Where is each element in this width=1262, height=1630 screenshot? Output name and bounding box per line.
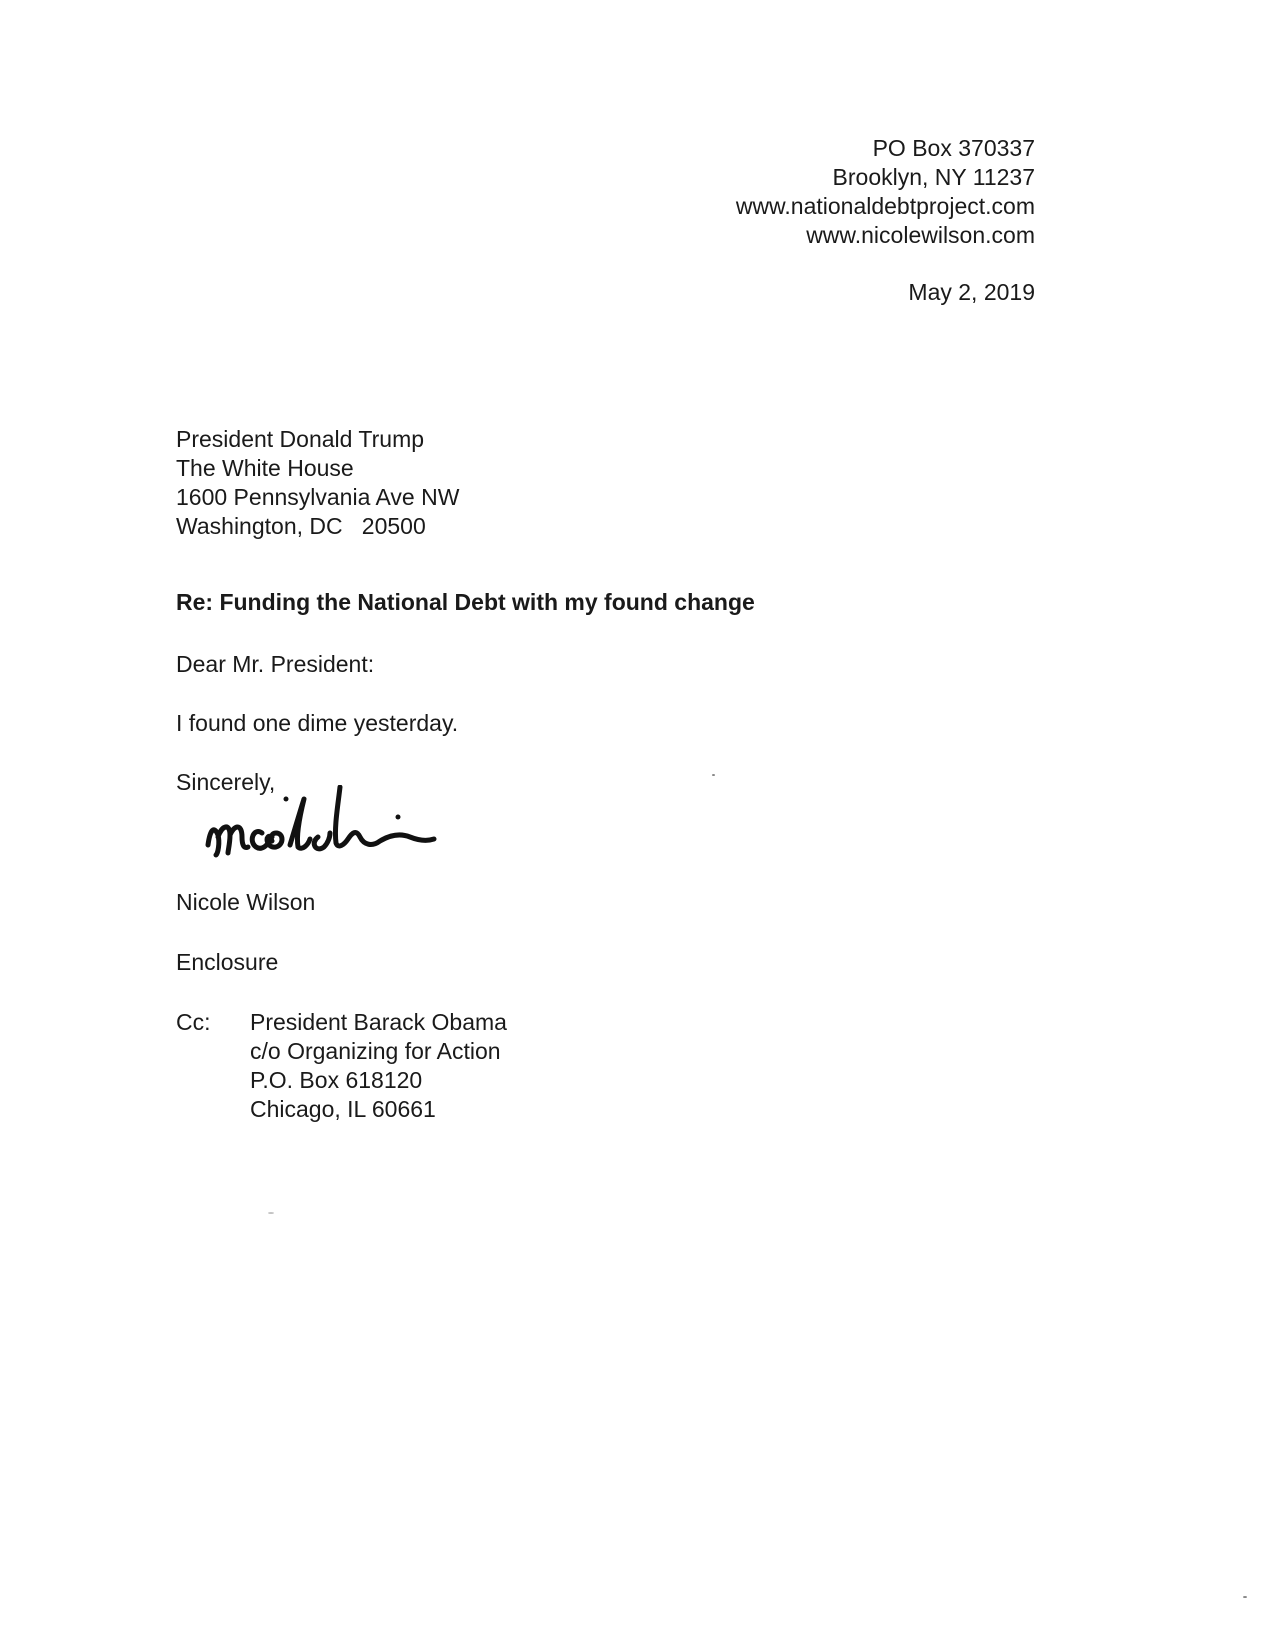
cc-address-block	[250, 1008, 507, 1124]
recipient-address-block	[176, 425, 459, 541]
sender-website-1: www.nationaldebtproject.com	[735, 193, 1035, 219]
sender-po-box: PO Box 370337	[872, 135, 1035, 161]
subject-line: Re: Funding the National Debt with my found change	[176, 589, 755, 615]
sender-website-2: www.nicolewilson.com	[806, 222, 1035, 248]
cc-name: President Barack Obama	[250, 1009, 507, 1035]
recipient-name: President Donald Trump	[176, 426, 425, 452]
scan-speck	[268, 1212, 274, 1214]
scan-speck	[1243, 1596, 1247, 1598]
scan-speck	[712, 774, 715, 776]
cc-po-box: P.O. Box 618120	[250, 1067, 423, 1093]
enclosure-note: Enclosure	[176, 949, 279, 975]
sender-address-block	[535, 134, 1035, 250]
recipient-city: Washington, DC 20500	[176, 513, 426, 539]
sender-city: Brooklyn, NY 11237	[832, 164, 1035, 190]
closing: Sincerely,	[176, 769, 276, 795]
cc-org: c/o Organizing for Action	[250, 1038, 501, 1064]
cc-label: Cc:	[176, 1009, 211, 1035]
letter-date: May 2, 2019	[908, 279, 1035, 305]
salutation: Dear Mr. President:	[176, 651, 375, 677]
letter-body: I found one dime yesterday.	[176, 710, 459, 736]
recipient-street: 1600 Pennsylvania Ave NW	[176, 484, 460, 510]
signer-name: Nicole Wilson	[176, 889, 316, 915]
handwritten-signature-icon	[200, 785, 470, 875]
recipient-org: The White House	[176, 455, 354, 481]
cc-city: Chicago, IL 60661	[250, 1096, 436, 1122]
